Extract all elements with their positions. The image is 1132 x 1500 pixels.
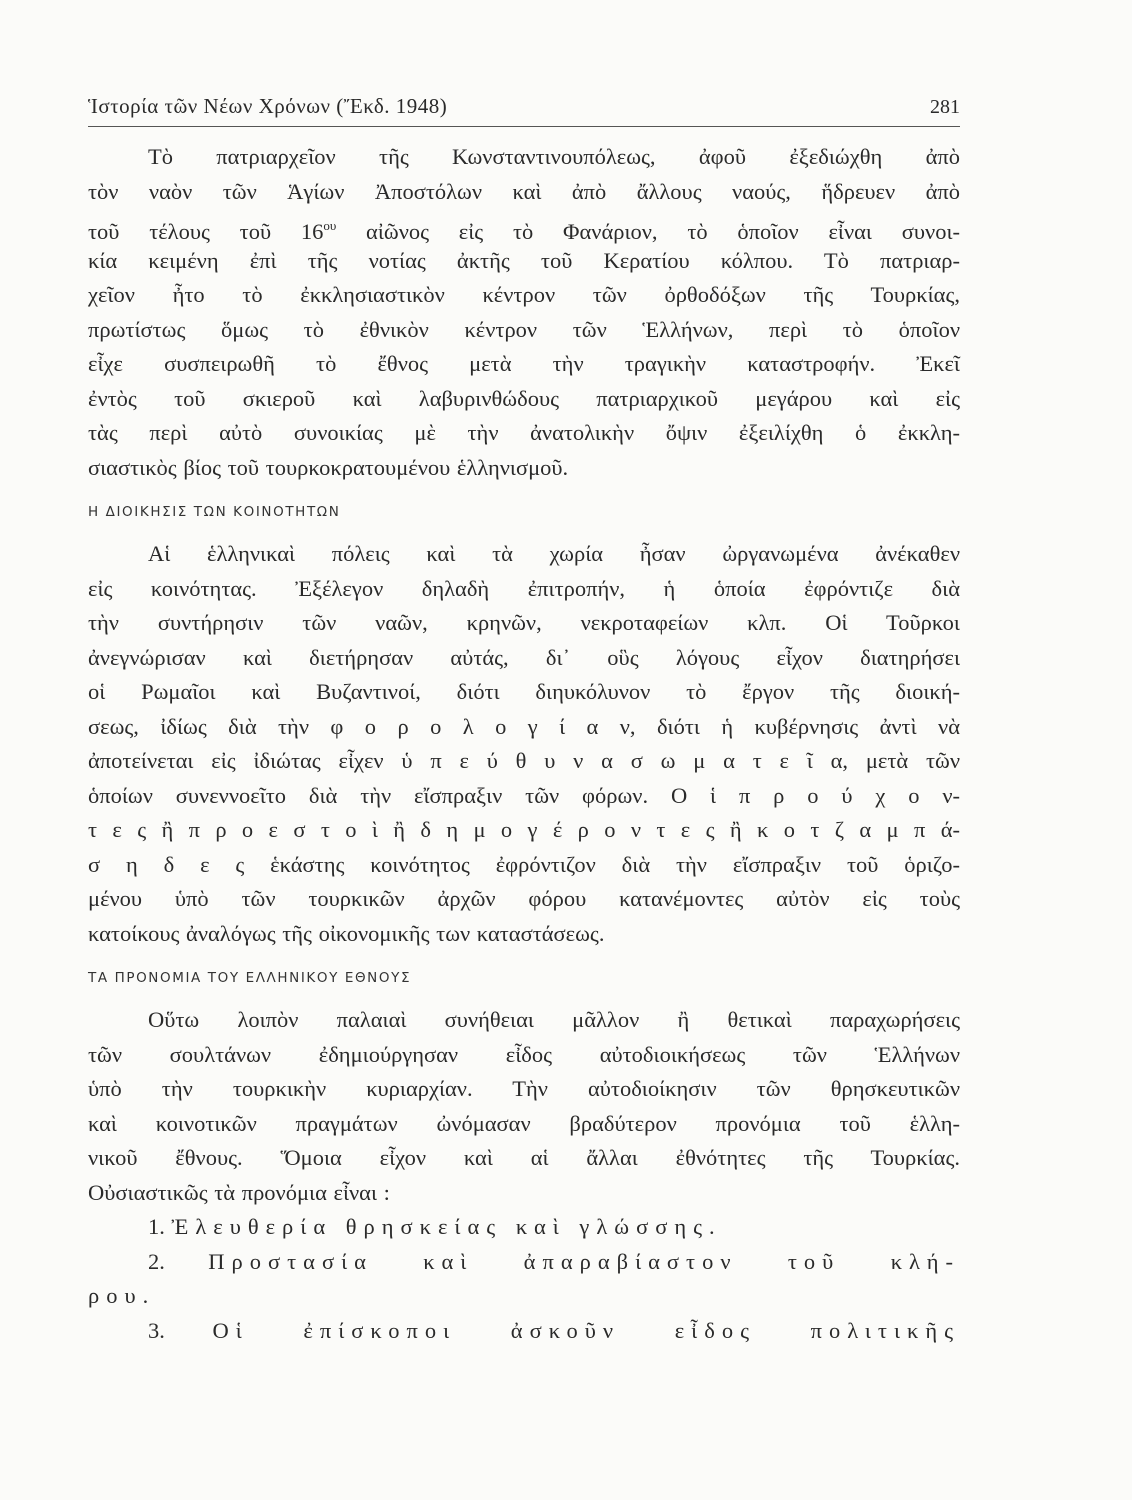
- text-line: πρωτίστως ὅμως τὸ ἐθνικὸν κέντρον τῶν Ἑλλήνων, περὶ τὸ ὁποῖον: [88, 316, 960, 342]
- text-line: χεῖον ἦτο τὸ ἐκκλησιαστικὸν κέντρον τῶν ὀρθοδόξων τῆς Τουρκίας,: [88, 282, 960, 307]
- text-line: τῶν σουλτάνων ἐδημιούργησαν εἶδος αὐτοδιοικήσεως τῶν Ἑλλήνων: [88, 1041, 960, 1067]
- text-line: οἱ Ρωμαῖοι καὶ Βυζαντινοί, διότι διηυκόλυνον τὸ ἔργον τῆς διοική-: [88, 679, 960, 704]
- list-number: 1.: [148, 1214, 165, 1239]
- text-line: εἶχε συσπειρωθῆ τὸ ἔθνος μετὰ τὴν τραγικὴν καταστροφήν. Ἐκεῖ: [88, 351, 960, 376]
- text-line: εἰς κοινότητας. Ἐξέλεγον δηλαδὴ ἐπιτροπήν, ἡ ὁποία ἐφρόντιζε διὰ: [88, 575, 960, 601]
- list-number: 2.: [148, 1248, 165, 1274]
- text-line: καὶ κοινοτικῶν πραγμάτων ὠνόμασαν βραδύτερον προνόμια τοῦ ἑλλη-: [88, 1110, 960, 1136]
- list-item: [88, 1245, 960, 1280]
- text-line: μένου ὑπὸ τῶν τουρκικῶν ἀρχῶν φόρου κατανέμοντες αὐτὸν εἰς τοὺς: [88, 886, 960, 911]
- page-body: [88, 140, 960, 1348]
- list-item-continuation: [88, 1279, 960, 1314]
- list-text: ρου.: [88, 1283, 156, 1308]
- text-segment: αἰῶνος εἰς τὸ Φανάριον, τὸ ὁποῖον εἶναι συνοι-: [336, 219, 960, 244]
- running-header: [88, 90, 960, 127]
- text-line: Οὐσιαστικῶς τὰ προνόμια εἶναι :: [88, 1179, 390, 1205]
- text-line: νικοῦ ἔθνους. Ὅμοια εἶχον καὶ αἱ ἄλλαι ἐθνότητες τῆς Τουρκίας.: [88, 1145, 960, 1170]
- text-line: ὑπὸ τὴν τουρκικὴν κυριαρχίαν. Τὴν αὐτοδιοίκησιν τῶν θρησκευτικῶν: [88, 1076, 960, 1101]
- text-line: κία κειμένη ἐπὶ τῆς νοτίας ἀκτῆς τοῦ Κερατίου κόλπου. Τὸ πατριαρ-: [88, 247, 960, 273]
- text-line: τὴν συντήρησιν τῶν ναῶν, κρηνῶν, νεκροταφείων κλπ. Οἱ Τοῦρκοι: [88, 610, 960, 635]
- text-line: ἐντὸς τοῦ σκιεροῦ καὶ λαβυρινθώδους πατριαρχικοῦ μεγάρου καὶ εἰς: [88, 385, 960, 411]
- list-number: 3.: [148, 1317, 165, 1343]
- text-line: ἀνεγνώρισαν καὶ διετήρησαν αὐτάς, δι᾿ οὓς λόγους εἶχον διατηρήσει: [88, 644, 960, 670]
- text-segment: τοῦ τέλους τοῦ 16: [88, 219, 324, 244]
- list-text: Οἱ ἐπίσκοποι ἀσκοῦν εἶδος πολιτικῆς: [212, 1317, 961, 1343]
- list-item: [88, 1314, 960, 1349]
- privileges-list: [88, 1210, 960, 1348]
- text-line: τὰς περὶ αὐτὸ συνοικίας μὲ τὴν ἀνατολικὴν ὄψιν ἐξειλίχθη ὁ ἐκκλη-: [88, 420, 960, 445]
- list-text: Προστασία καὶ ἀπαραβίαστον τοῦ κλή-: [208, 1248, 961, 1274]
- text-line: Τὸ πατριαρχεῖον τῆς Κωνσταντινουπόλεως, ἀφοῦ ἐξεδιώχθη ἀπὸ: [148, 144, 960, 169]
- text-line: τ ε ς ἢ π ρ ο ε σ τ ο ὶ ἢ δ η μ ο γ έ ρ ο ν τ ε ς ἢ κ ο τ ζ α μ π ά-: [88, 817, 960, 842]
- page-number: 281: [930, 96, 960, 118]
- list-item: [88, 1210, 960, 1245]
- text-line: ὁποίων συνεννοεῖτο διὰ τὴν εἴσπραξιν τῶν φόρων. Ο ἱ π ρ ο ύ χ ο ν-: [88, 782, 960, 808]
- section-heading: ΤΑ ΠΡΟΝΟΜΙΑ ΤΟΥ ΕΛΛΗΝΙΚΟΥ ΕΘΝΟΥΣ: [88, 970, 412, 986]
- text-line: τὸν ναὸν τῶν Ἁγίων Ἀποστόλων καὶ ἀπὸ ἄλλους ναούς, ἥδρευεν ἀπὸ: [88, 178, 960, 204]
- list-text: Ἐλευθερία θρησκείας καὶ γλώσσης.: [171, 1214, 722, 1239]
- paragraph-patriarchate: [88, 140, 960, 485]
- section-heading: Η ΔΙΟΙΚΗΣΙΣ ΤΩΝ ΚΟΙΝΟΤΗΤΩΝ: [88, 504, 341, 520]
- text-line: σ η δ ε ς ἑκάστης κοινότητος ἐφρόντιζον διὰ τὴν εἴσπραξιν τοῦ ὁριζο-: [88, 851, 960, 877]
- text-line: Αἱ ἑλληνικαὶ πόλεις καὶ τὰ χωρία ἦσαν ὠργανωμένα ἀνέκαθεν: [148, 541, 960, 566]
- text-line: κατοίκους ἀναλόγως τῆς οἰκονομικῆς των καταστάσεως.: [88, 920, 605, 946]
- running-title: Ἱστορία τῶν Νέων Χρόνων (Ἔκδ. 1948): [88, 94, 448, 118]
- text-line: [88, 209, 960, 244]
- paragraph-privileges: [88, 1003, 960, 1210]
- superscript: ου: [323, 218, 337, 233]
- text-line: σιαστικὸς βίος τοῦ τουρκοκρατουμένου ἑλληνισμοῦ.: [88, 454, 569, 480]
- paragraph-communities: [88, 537, 960, 951]
- text-line: σεως, ἰδίως διὰ τὴν φ ο ρ ο λ ο γ ί α ν, διότι ἡ κυβέρνησις ἀντὶ νὰ: [88, 713, 960, 739]
- text-line: Οὕτω λοιπὸν παλαιαὶ συνήθειαι μᾶλλον ἢ θετικαὶ παραχωρήσεις: [148, 1007, 960, 1032]
- text-line: ἀποτείνεται εἰς ἰδιώτας εἶχεν ὑ π ε ύ θ υ ν α σ ω μ α τ ε ῖ α, μετὰ τῶν: [88, 748, 960, 773]
